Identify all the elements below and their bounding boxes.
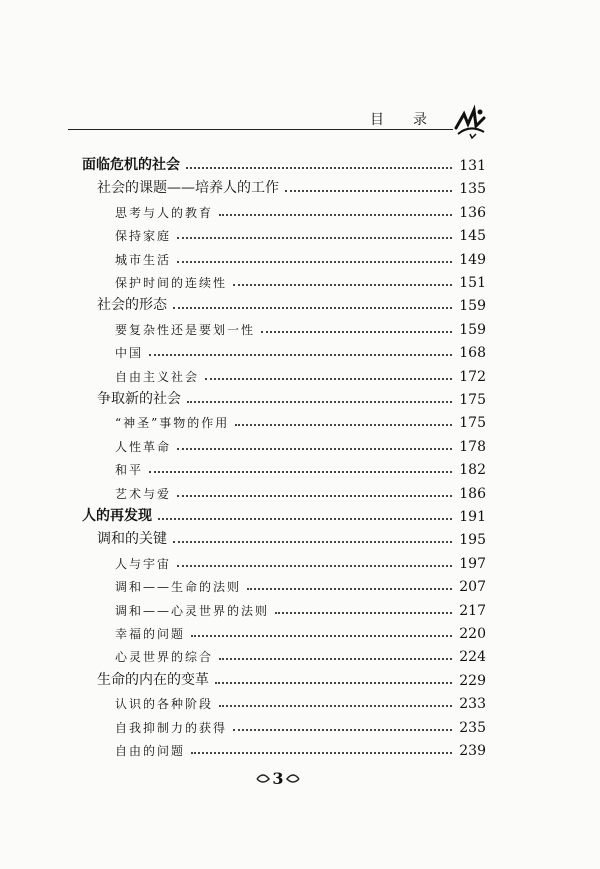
toc-entry: [115, 433, 486, 455]
header-title: [370, 109, 456, 129]
toc-entry: [115, 363, 486, 385]
toc-entry: [97, 386, 486, 408]
leader-dots: [215, 682, 452, 684]
toc-entry: [115, 339, 486, 361]
toc-entry-title: 人的再发现: [82, 508, 152, 524]
toc-entry-page: 136: [459, 204, 486, 221]
page-number-ornament-icon: [253, 767, 303, 789]
toc-entry-page: 224: [459, 649, 486, 666]
leader-dots: [285, 190, 452, 192]
toc-entry-title: 自由主义社会: [115, 369, 200, 384]
toc-entry: [115, 222, 486, 244]
leader-dots: [219, 705, 452, 707]
toc-entry-page: 172: [459, 368, 486, 385]
toc-entry-page: 195: [459, 532, 486, 549]
leader-dots: [177, 237, 452, 239]
toc-entry-title: 调和的关键: [97, 531, 167, 548]
toc-entry-page: 235: [459, 719, 486, 736]
toc-entry: [97, 526, 486, 548]
leader-dots: [261, 331, 452, 333]
toc-entry-page: 178: [459, 438, 486, 455]
leader-dots: [233, 729, 452, 731]
toc-entry-page: 217: [459, 602, 486, 619]
toc-entry-title: 社会的课题——培养人的工作: [97, 180, 279, 197]
page-number: 3: [272, 769, 284, 788]
toc-entry-title: 争取新的社会: [97, 391, 181, 407]
toc-entry-title: 调和——生命的法则: [115, 580, 242, 595]
leader-dots: [177, 495, 452, 497]
toc-entry-page: 207: [459, 579, 486, 596]
leader-dots: [187, 401, 452, 403]
header-rule: [68, 129, 453, 130]
toc-entry-page: 175: [459, 415, 486, 432]
toc-entry-title: 认识的各种阶段: [115, 697, 214, 712]
toc-entry-page: 229: [459, 672, 486, 689]
toc-entry-title: 城市生活: [115, 252, 172, 267]
leader-dots: [191, 752, 452, 754]
toc-entry: [115, 199, 486, 221]
toc-entry: [115, 456, 486, 478]
toc-entry-title: 中国: [115, 346, 144, 361]
leader-dots: [177, 261, 452, 263]
toc-entry-title: 自我抑制力的获得: [115, 720, 228, 735]
toc-entry-title: 和平: [115, 463, 144, 478]
toc-entry: [115, 573, 486, 595]
toc-entry-page: 168: [459, 345, 486, 362]
toc-entry-page: 186: [459, 485, 486, 502]
leader-dots: [149, 471, 452, 473]
toc-entry: [115, 316, 486, 338]
toc-entry-title: 人性革命: [115, 439, 172, 454]
toc-entry-page: 175: [459, 392, 486, 408]
toc-entry-page: 182: [459, 462, 486, 479]
toc-entry-page: 151: [459, 275, 486, 291]
toc-entry-title: 面临危机的社会: [82, 157, 180, 173]
leader-dots: [275, 612, 452, 614]
toc-entry: [82, 503, 486, 525]
toc-entry-title: 心灵世界的综合: [115, 650, 214, 665]
toc-entry-title: 艺术与爱: [115, 486, 172, 501]
toc-entry-page: 220: [459, 626, 486, 642]
toc-entry-title: “神圣”事物的作用: [115, 416, 230, 431]
ornament-icon: [450, 104, 490, 140]
leader-dots: [219, 658, 452, 660]
toc-entry-page: 159: [459, 321, 486, 338]
toc-entry: [97, 667, 486, 689]
toc-entry-title: 要复杂性还是要划一性: [115, 322, 256, 337]
toc-entry-title: 人与宇宙: [115, 556, 172, 571]
leader-dots: [191, 635, 452, 637]
leader-dots: [186, 167, 452, 169]
toc-entry-title: 生命的内在的变革: [97, 671, 209, 688]
toc-entry-title: 保护时间的连续性: [115, 276, 228, 290]
leader-dots: [173, 307, 452, 309]
toc-entry-title: 思考与人的教育: [115, 205, 214, 220]
toc-entry: [115, 597, 486, 619]
toc-entry: [115, 643, 486, 665]
toc-entry: [115, 714, 486, 736]
toc-entry: [115, 690, 486, 712]
toc-entry-page: 131: [459, 158, 486, 174]
leader-dots: [173, 541, 452, 543]
toc-entry-page: 135: [459, 181, 486, 198]
toc-entry: [115, 737, 486, 759]
leader-dots: [247, 588, 452, 590]
leader-dots: [177, 565, 452, 567]
toc-entry: [97, 292, 486, 314]
toc-entry-page: 239: [459, 743, 486, 759]
header-char-2: 录: [413, 112, 428, 128]
toc-entry: [97, 175, 486, 197]
toc-entry: [115, 620, 486, 642]
leader-dots: [158, 518, 452, 520]
toc-entry-title: 社会的形态: [97, 297, 167, 314]
toc-entry-page: 191: [459, 509, 486, 525]
toc-entry-title: 幸福的问题: [115, 627, 186, 641]
toc-entry-page: 159: [459, 298, 486, 315]
leader-dots: [235, 424, 452, 426]
toc-entry: [82, 152, 486, 174]
toc-entry: [115, 269, 486, 291]
leader-dots: [219, 214, 452, 216]
toc-entry-page: 233: [459, 696, 486, 713]
toc-entry: [115, 550, 486, 572]
toc-entry: [115, 246, 486, 268]
toc-entry-page: 145: [459, 228, 486, 245]
toc-entry-title: 自由的问题: [115, 744, 186, 758]
running-header: [0, 100, 600, 140]
leader-dots: [233, 284, 452, 286]
header-char-1: 目: [370, 112, 385, 128]
toc-entry-title: 调和——心灵世界的法则: [115, 603, 270, 618]
toc-entry-page: 197: [459, 555, 486, 572]
toc-entry: [115, 409, 486, 431]
toc-entry: [115, 480, 486, 502]
toc-entry-page: 149: [459, 251, 486, 268]
toc-entry-title: 保持家庭: [115, 229, 172, 244]
leader-dots: [149, 354, 452, 356]
leader-dots: [205, 378, 452, 380]
leader-dots: [177, 448, 452, 450]
